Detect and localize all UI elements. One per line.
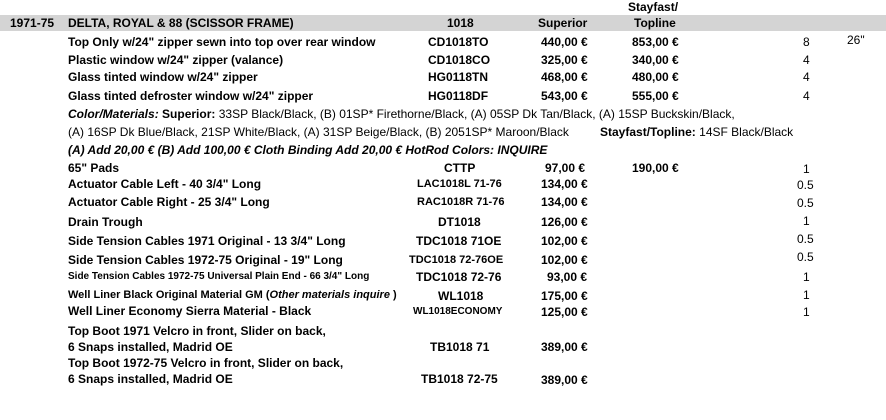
col-stayfast-header-line2: Topline (634, 16, 676, 30)
row-superior: 134,00 € (541, 195, 588, 209)
row-part: CD1018CO (428, 53, 491, 67)
row-qty: 1 (803, 270, 810, 284)
colors-line1-text: 33SP Black/Black, (B) 01SP* Firethorne/Black, (A) 05SP Dk Tan/Black, (A) 15SP Buckskin/Black, (218, 107, 735, 121)
row-desc: Plastic window w/24" zipper (valance) (68, 53, 284, 67)
row-desc: Top Only w/24" zipper sewn into top over rear window (68, 35, 376, 49)
row-superior: 175,00 € (541, 289, 588, 303)
row-qty: 0.5 (797, 178, 814, 192)
row-extra: 26" (847, 33, 865, 47)
row-superior: 134,00 € (541, 177, 588, 191)
row-desc: Glass tinted window w/24" zipper (68, 70, 258, 84)
row-superior: 126,00 € (541, 215, 588, 229)
row-desc: Side Tension Cables 1972-75 Universal Plain End - 66 3/4" Long (68, 271, 370, 282)
row-superior: 97,00 € (545, 161, 586, 175)
row-superior: 125,00 € (541, 305, 588, 319)
boot-line2: 6 Snaps installed, Madrid OE (68, 340, 233, 354)
row-stayfast: 555,00 € (632, 89, 679, 103)
row-part: CD1018TO (428, 35, 489, 49)
row-desc-c: ) (389, 289, 397, 301)
row-part: LAC1018L 71-76 (417, 178, 502, 190)
colors-line-2 (68, 125, 569, 139)
row-desc: Side Tension Cables 1972-75 Original - 19" Long (68, 253, 343, 267)
colors-stayfast-label: Stayfast/Topline: (600, 125, 696, 139)
row-desc: 65" Pads (68, 161, 120, 175)
row-qty: 4 (803, 89, 810, 103)
header-years: 1971-75 (10, 16, 55, 30)
colors-line-1 (68, 107, 735, 121)
row-part: DT1018 (438, 215, 481, 229)
row-desc: Well Liner Economy Sierra Material - Black (68, 304, 312, 318)
boot-line1: Top Boot 1972-75 Velcro in front, Slider on back, (68, 356, 344, 370)
row-qty: 0.5 (797, 232, 814, 246)
colors-superior-label: Superior: (162, 107, 216, 121)
col-superior-header: Superior (538, 16, 588, 30)
row-stayfast: 190,00 € (632, 161, 679, 175)
row-desc (68, 289, 397, 301)
row-desc: Side Tension Cables 1971 Original - 13 3/4" Long (68, 234, 346, 248)
row-superior: 543,00 € (541, 89, 588, 103)
row-stayfast: 853,00 € (632, 35, 679, 49)
row-stayfast: 340,00 € (632, 53, 679, 67)
row-desc: Actuator Cable Left - 40 3/4" Long (68, 177, 262, 191)
row-qty: 0.5 (797, 250, 814, 264)
boot-part: TB1018 71 (430, 340, 490, 354)
row-part: TDC1018 72-76OE (409, 254, 504, 266)
row-qty: 1 (803, 214, 810, 228)
row-part: WL1018 (438, 289, 484, 303)
header-model: DELTA, ROYAL & 88 (SCISSOR FRAME) (68, 16, 294, 30)
row-part: HG0118DF (428, 89, 489, 103)
row-part: TDC1018 72-76 (416, 270, 502, 284)
row-desc: Actuator Cable Right - 25 3/4" Long (68, 195, 270, 209)
row-superior: 468,00 € (541, 70, 588, 84)
boot-line2: 6 Snaps installed, Madrid OE (68, 372, 233, 386)
row-part: TDC1018 71OE (416, 234, 502, 248)
row-qty: 4 (803, 53, 810, 67)
colors-label: Color/Materials: (68, 107, 159, 121)
row-part: WL1018ECONOMY (413, 306, 503, 317)
row-superior: 440,00 € (541, 35, 588, 49)
row-qty: 4 (803, 70, 810, 84)
colors-line2-text: (A) 16SP Dk Blue/Black, 21SP White/Black, (A) 31SP Beige/Black, (B) 2051SP* Maroon/Black (68, 125, 569, 139)
boot-superior: 389,00 € (541, 340, 588, 354)
colors-stayfast-value: 14SF Black/Black (699, 125, 794, 139)
row-qty: 1 (803, 162, 810, 176)
row-qty: 1 (803, 288, 810, 302)
header-part: 1018 (447, 16, 474, 30)
row-superior: 102,00 € (541, 234, 588, 248)
row-part: HG0118TN (428, 70, 489, 84)
boot-line1: Top Boot 1971 Velcro in front, Slider on back, (68, 324, 326, 338)
row-desc-a: Well Liner Black Original Material GM ( (68, 289, 270, 301)
row-part: RAC1018R 71-76 (417, 196, 505, 208)
row-superior: 102,00 € (541, 253, 588, 267)
row-superior: 325,00 € (541, 53, 588, 67)
row-desc: Drain Trough (68, 215, 143, 229)
row-superior: 93,00 € (547, 270, 588, 284)
colors-line-3: (A) Add 20,00 € (B) Add 100,00 € Cloth Binding Add 20,00 € HotRod Colors: INQUIRE (68, 143, 548, 157)
boot-part: TB1018 72-75 (421, 372, 498, 386)
row-desc-b: Other materials inquire (269, 289, 390, 301)
row-qty: 1 (803, 305, 810, 319)
row-stayfast: 480,00 € (632, 70, 679, 84)
colors-stayfast (600, 125, 793, 139)
row-qty: 0.5 (797, 196, 814, 210)
row-desc: Glass tinted defroster window w/24" zipper (68, 89, 314, 103)
row-part: CTTP (444, 161, 476, 175)
col-stayfast-header-line1: Stayfast/ (628, 0, 679, 14)
row-qty: 8 (803, 35, 810, 49)
boot-superior: 389,00 € (541, 373, 588, 387)
